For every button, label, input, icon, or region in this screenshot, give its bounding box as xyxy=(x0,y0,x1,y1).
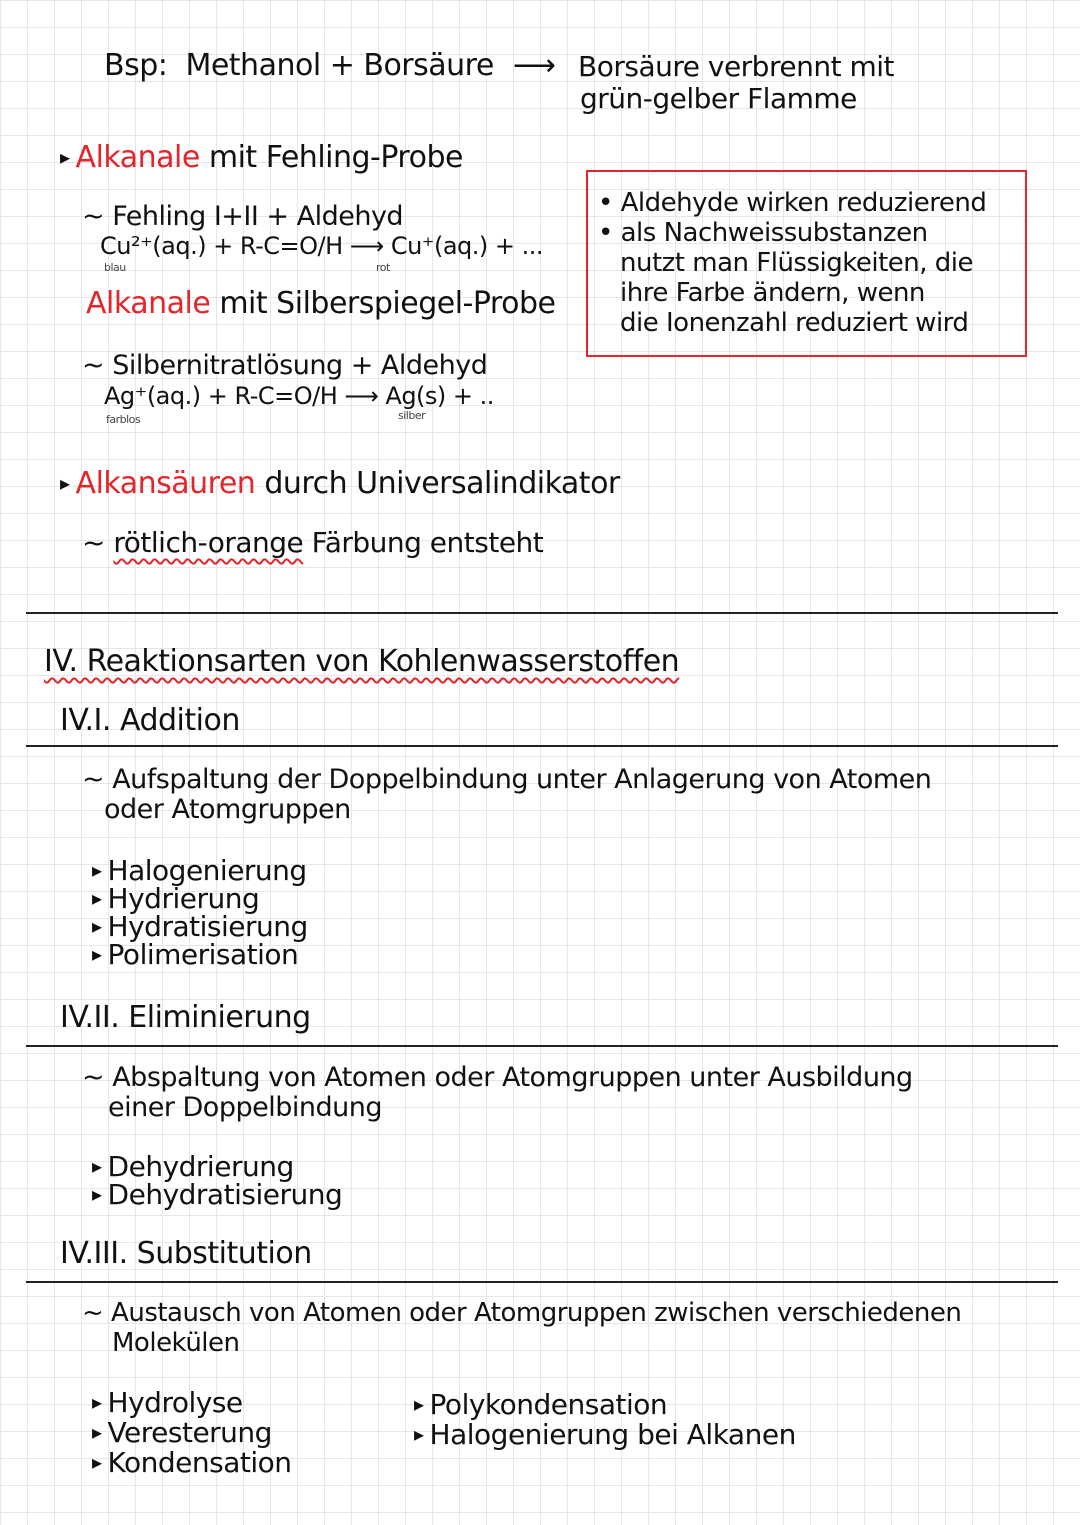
alkansaeuren-keyword: Alkansäuren xyxy=(75,466,256,501)
substitution-desc-1: ~ Austausch von Atomen oder Atomgruppen zwischen verschiedenen xyxy=(82,1298,962,1328)
divider xyxy=(26,612,1058,614)
list-item: ▸ Halogenierung bei Alkanen xyxy=(414,1418,796,1451)
list-item: ▸ Dehydratisierung xyxy=(92,1178,343,1211)
list-item: ▸ Kondensation xyxy=(92,1446,292,1479)
example-result-1: Borsäure verbrennt mit xyxy=(578,50,894,83)
info-line-1: • Aldehyde wirken reduzierend xyxy=(598,188,987,218)
alkanale-fehling-heading xyxy=(60,142,463,174)
list-item: ▸ Veresterung xyxy=(92,1416,272,1449)
info-line-3: nutzt man Flüssigkeiten, die xyxy=(620,248,974,278)
alkanale-keyword-2: Alkanale xyxy=(86,286,211,321)
addition-desc-1: ~ Aufspaltung der Doppelbindung unter Anlagerung von Atomen xyxy=(82,764,932,795)
alkansaeuren-rest: durch Universalindikator xyxy=(264,466,620,501)
list-item: ▸ Halogenierung xyxy=(92,854,307,887)
silber-rest: mit Silberspiegel-Probe xyxy=(219,286,556,321)
list-item: ▸ Hydratisierung xyxy=(92,910,308,943)
fehling-reagent-line: ~ Fehling I+II + Aldehyd xyxy=(82,201,404,232)
elimination-heading: IV.II. Eliminierung xyxy=(60,1000,311,1035)
coloring-text: rötlich-orange xyxy=(113,526,304,559)
info-line-4: ihre Farbe ändern, wenn xyxy=(620,278,925,308)
example-reaction: Methanol + Borsäure xyxy=(185,48,494,83)
label-blau: blau xyxy=(104,261,126,274)
substitution-desc-2: Molekülen xyxy=(112,1328,240,1358)
example-result-2: grün-gelber Flamme xyxy=(580,82,857,115)
label-rot: rot xyxy=(376,261,390,274)
addition-desc-2: oder Atomgruppen xyxy=(104,794,351,825)
divider xyxy=(26,745,1058,747)
fehling-rest: mit Fehling-Probe xyxy=(208,140,463,175)
silber-reagent-line: ~ Silbernitratlösung + Aldehyd xyxy=(82,350,488,381)
alkanale-silber-heading xyxy=(86,288,555,320)
section-title: IV. Reaktionsarten von Kohlenwasserstoffen xyxy=(44,644,680,679)
coloring-rest: Färbung entsteht xyxy=(311,526,544,559)
list-item: ▸ Dehydrierung xyxy=(92,1150,294,1183)
info-line-5: die Ionenzahl reduziert wird xyxy=(620,308,969,338)
label-silber: silber xyxy=(398,409,426,422)
addition-heading: IV.I. Addition xyxy=(60,703,240,738)
list-item: ▸ Polykondensation xyxy=(414,1388,668,1421)
bullet-icon: ▸ xyxy=(60,145,70,169)
alkanale-keyword: Alkanale xyxy=(75,140,200,175)
divider xyxy=(26,1045,1058,1047)
fehling-equation: Cu²⁺(aq.) + R-C=O/H ⟶ Cu⁺(aq.) + ... xyxy=(100,232,544,260)
list-item: ▸ Hydrolyse xyxy=(92,1386,243,1419)
list-item: ▸ Hydrierung xyxy=(92,882,260,915)
silber-equation: Ag⁺(aq.) + R-C=O/H ⟶ Ag(s) + .. xyxy=(104,382,494,410)
alkansaeuren-result xyxy=(82,528,543,557)
arrow-icon: ⟶ xyxy=(512,48,556,83)
divider xyxy=(26,1281,1058,1283)
tilde: ~ xyxy=(82,526,105,559)
substitution-heading: IV.III. Substitution xyxy=(60,1236,312,1271)
bullet-icon: ▸ xyxy=(60,471,70,495)
elimination-desc-2: einer Doppelbindung xyxy=(108,1092,382,1123)
list-item: ▸ Polimerisation xyxy=(92,938,299,971)
elimination-desc-1: ~ Abspaltung von Atomen oder Atomgruppen unter Ausbildung xyxy=(82,1062,913,1093)
label-farblos: farblos xyxy=(106,413,141,426)
example-prefix: Bsp: xyxy=(104,48,168,83)
info-line-2: • als Nachweissubstanzen xyxy=(598,218,928,248)
example-line xyxy=(104,50,555,82)
alkansaeuren-heading xyxy=(60,468,620,500)
